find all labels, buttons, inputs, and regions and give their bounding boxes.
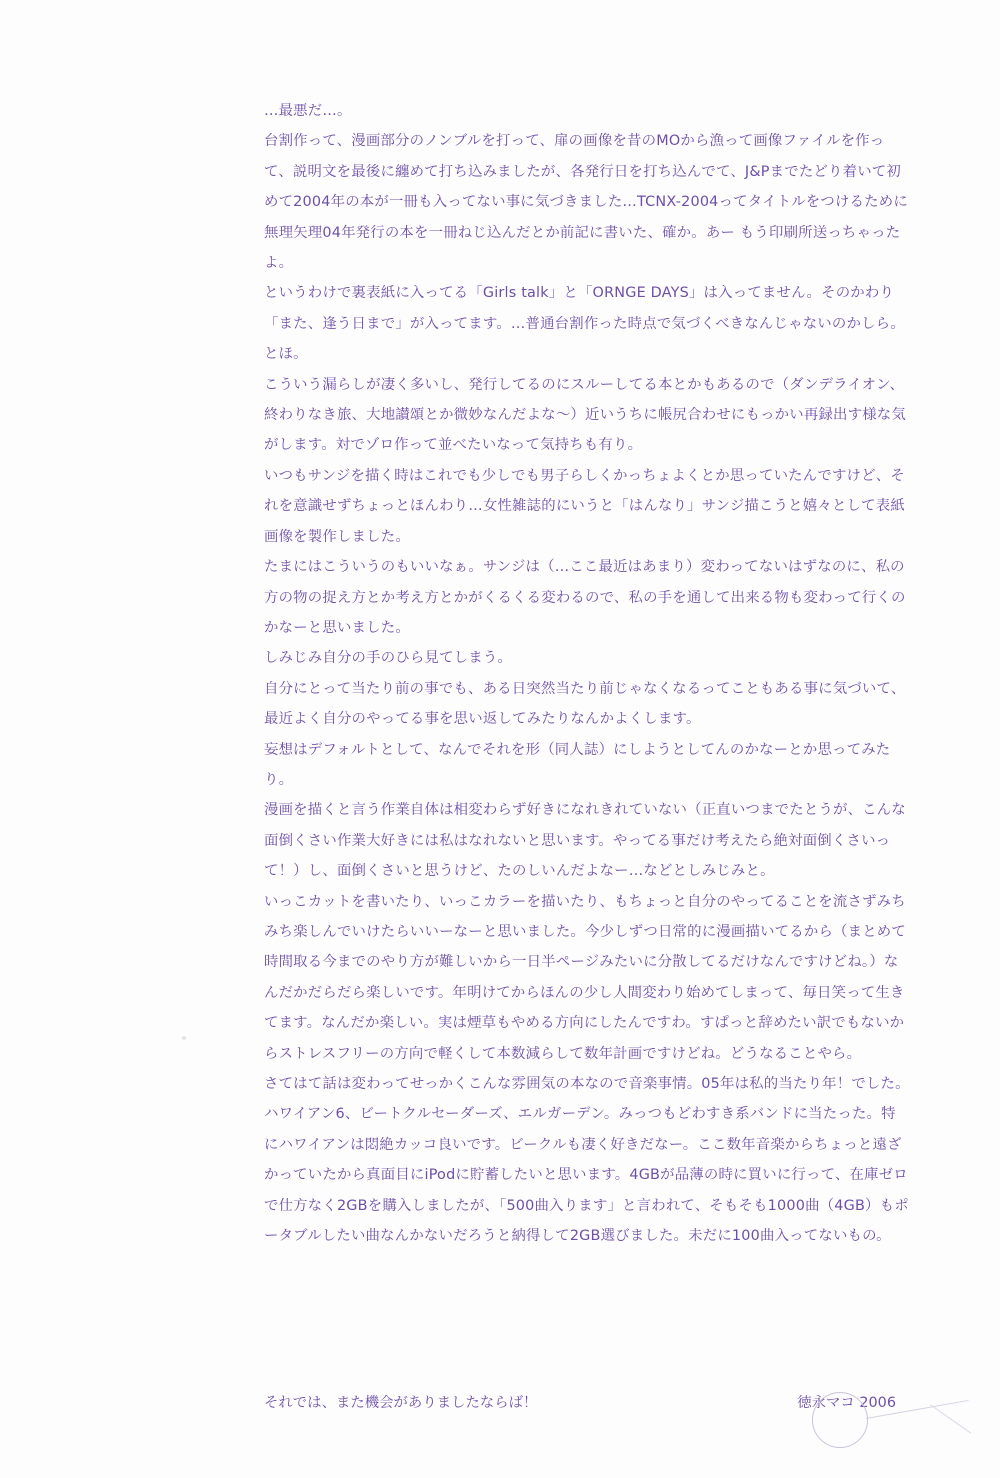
- paragraph: いつもサンジを描く時はこれでも少しでも男子らしくかっちょよくとか思っていたんですけど、それを意識せずちょっとほんわり…女性雑誌的にいうと「はんなり」サンジ描こうと嬉々として表紙画像を製作しました。: [264, 467, 905, 545]
- paragraph: 漫画を描くと言う作業自体は相変わらず好きになれきれていない（正直いつまでたとうが、こんな面倒くさい作業大好きには私はなれないと思います。やってる事だけ考えたら絶対面倒くさいって！）し、面倒くさいと思うけど、たのしいんだよなー…などとしみじみと。: [264, 802, 906, 880]
- afterword-body: [264, 96, 910, 1251]
- paragraph: いっこカットを書いたり、いっこカラーを描いたり、もちょっと自分のやってることを流さずみちみち楽しんでいけたらいいーなーと思いました。今少しずつ日常的に漫画描いてるから（まとめて時間取る今までのやり方が難しいから一日半ページみたいに分散してるだけなんですけどね。）なんだかだらだら楽しいです。年明けてからほんの少し人間変わり始めてしまって、毎日笑って生きてます。なんだか楽しい。実は煙草もやめる方向にしたんですわ。すぱっと辞めたい訳でもないからストレスフリーの方向で軽くして本数減らして数年計画ですけどね。どうなることやら。: [264, 893, 906, 1062]
- paragraph: 妄想はデフォルトとして、なんでそれを形（同人誌）にしようとしてんのかなーとか思ってみたり。: [264, 741, 891, 788]
- paragraph: たまにはこういうのもいいなぁ。サンジは（…ここ最近はあまり）変わってないはずなのに、私の方の物の捉え方とか考え方とかがくるくる変わるので、私の手を通して出来る物も変わって行くのかなーと思いました。: [264, 559, 906, 636]
- decorative-line: [930, 1404, 972, 1433]
- paragraph: さてはて話は変わってせっかくこんな雰囲気の本なので音楽事情。05年は私的当たり年！でした。: [264, 1076, 910, 1092]
- closing-row: [264, 1388, 896, 1418]
- author-signature: 徳永マコ 2006: [797, 1395, 896, 1411]
- paragraph: こういう漏らしが凄く多いし、発行してるのにスルーしてる本とかもあるので（ダンデライオン、終わりなき旅、大地讃頌とか微妙なんだよな〜）近いうちに帳尻合わせにもっかい再録出す様な気がします。対でゾロ作って並べたいなって気持ちも有り。: [264, 376, 906, 454]
- scan-speck: [182, 1036, 186, 1040]
- paragraph: ハワイアン6、ビートクルセーダーズ、エルガーデン。みっつもどわすき系バンドに当たった。特にハワイアンは悶絶カッコ良いです。ビークルも凄く好きだなー。ここ数年音楽からちょっと遠ざかっていたから真面目にiPodに貯蓄したいと思います。4GBが品薄の時に買いに行って、在庫ゼロで仕方なく2GBを購入しましたが、「500曲入ります」と言われて、そもそも1000曲（4GB）もポータブルしたい曲なんかないだろうと納得して2GB選びました。未だに100曲入ってないもの。: [264, 1106, 909, 1245]
- paragraph: しみじみ自分の手のひら見てしまう。: [264, 650, 513, 667]
- paragraph: 台割作って、漫画部分のノンブルを打って、扉の画像を昔のMOから漁って画像ファイルを作って、説明文を最後に纏めて打ち込みましたが、各発行日を打ち込んでて、J&Pまでたどり着いて初めて2004年の本が一冊も入ってない事に気づきました…TCNX-2004ってタイトルをつけるために無理矢理04年発行の本を一冊ねじ込んだとか前記に書いた、確か。あー もう印刷所送っちゃったよ。: [264, 133, 908, 272]
- paragraph: 自分にとって当たり前の事でも、ある日突然当たり前じゃなくなるってこともある事に気づいて、最近よく自分のやってる事を思い返してみたりなんかよくします。: [264, 680, 906, 728]
- paragraph: …最悪だ…。: [264, 103, 352, 119]
- closing-line: それでは、また機会がありましたならば！: [264, 1395, 538, 1411]
- paragraph: というわけで裏表紙に入ってる「Girls talk」と「ORNGE DAYS」は入ってません。そのかわり「また、逢う日まで」が入ってます。…普通台割作った時点で気づくべきなんじゃないのかしら。とほ。: [264, 285, 905, 363]
- decorative-circle: [812, 1392, 868, 1448]
